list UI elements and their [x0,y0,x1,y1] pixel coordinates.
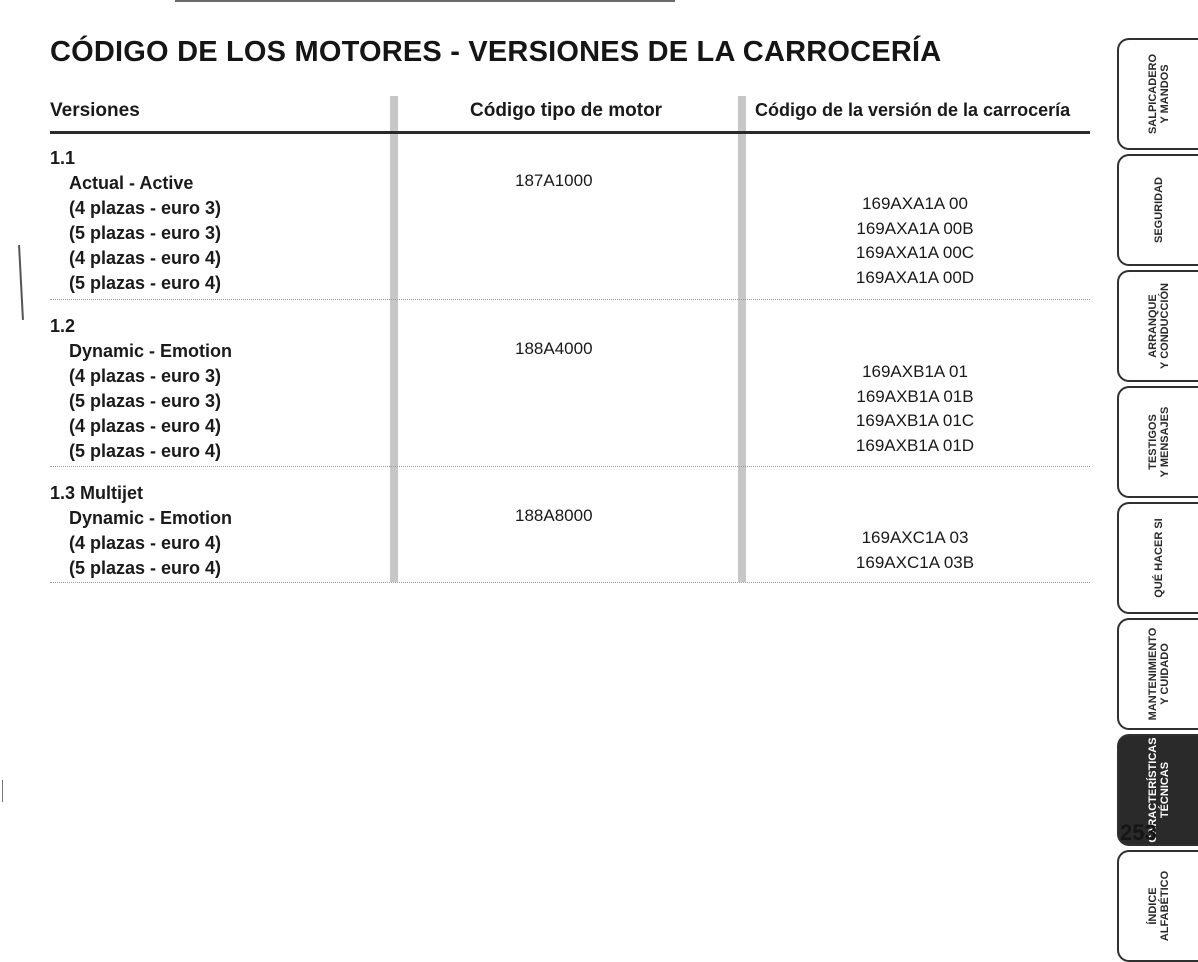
version-line: (4 plazas - euro 4) [69,533,222,553]
row-separator [50,299,1090,300]
tab-que-hacer-si[interactable] [1117,502,1198,614]
body-code: 169AXB1A 01 [862,362,968,381]
version-list [50,314,380,464]
body-code: 169AXA1A 00 [862,194,968,213]
scan-mark [2,780,3,802]
top-rule [175,0,675,2]
body-code: 169AXC1A 03B [855,552,975,572]
version-line: 1.3 Multijet [50,483,144,503]
version-line: 1.2 [50,316,76,336]
body-code: 169AXB1A 01B [856,386,974,406]
header-engine-code: Código tipo de motor [470,100,663,121]
tab-seguridad[interactable] [1117,154,1198,266]
tab-salpicadero[interactable] [1117,38,1198,150]
page-number: 253 [1120,820,1157,845]
page-title: CÓDIGO DE LOS MOTORES - VERSIONES DE LA CARROCERÍA [50,36,942,68]
engine-code-table [50,96,1090,584]
row-separator [50,582,1090,583]
body-code: 169AXB1A 01C [855,411,975,430]
tab-label: SALPICADERO Y MANDOS [1146,53,1171,135]
version-line: (4 plazas - euro 3) [69,198,222,218]
header-rule [50,131,1090,134]
version-line: (5 plazas - euro 4) [69,273,222,293]
version-list [50,146,380,296]
body-code: 169AXB1A 01D [855,435,975,455]
tab-label: SEGURIDAD [1152,176,1165,244]
body-code-list [845,192,985,290]
version-line: (5 plazas - euro 3) [69,391,222,411]
version-line: (5 plazas - euro 4) [69,558,222,578]
header-versiones: Versiones [50,100,140,121]
version-list [50,481,380,581]
body-code: 169AXA1A 00B [856,218,974,238]
version-line: Dynamic - Emotion [69,508,233,528]
table-row-group-1-3 [50,481,1090,583]
tab-label: ÍNDICE ALFABÉTICO [1146,870,1171,942]
table-row-group-1-2 [50,314,1090,467]
version-line: 1.1 [50,148,76,168]
version-line: (5 plazas - euro 4) [69,441,222,461]
scan-mark [18,245,24,320]
engine-code: 188A8000 [515,506,593,525]
body-code: 169AXC1A 03 [861,528,969,547]
body-code: 169AXA1A 00C [855,243,975,262]
header-body-code: Código de la versión de la carrocería [755,100,1071,120]
row-separator [50,466,1090,467]
version-line: (4 plazas - euro 4) [69,248,222,268]
tab-arranque[interactable] [1117,270,1198,382]
version-line: Dynamic - Emotion [69,341,233,361]
tab-mantenimiento[interactable] [1117,618,1198,730]
version-line: (4 plazas - euro 3) [69,366,222,386]
tab-indice-alfabetico[interactable] [1117,850,1198,962]
tab-testigos[interactable] [1117,386,1198,498]
version-line: (4 plazas - euro 4) [69,416,222,436]
tab-label: TESTIGOS Y MENSAJES [1146,406,1171,478]
body-code-list [845,526,985,575]
engine-code: 188A4000 [515,339,593,358]
version-line: (5 plazas - euro 3) [69,223,222,243]
tab-label: QUÉ HACER SI [1152,518,1165,598]
tab-label: MANTENIMIENTO Y CUIDADO [1146,627,1171,721]
tab-label: CARACTERÍSTICAS TÉCNICAS [1146,737,1171,843]
engine-code: 187A1000 [515,171,593,190]
body-code-list [845,360,985,458]
version-line: Actual - Active [69,173,194,193]
body-code: 169AXA1A 00D [855,267,975,287]
tab-label: ARRANQUE Y CONDUCCIÓN [1146,283,1171,369]
table-row-group-1-1 [50,146,1090,300]
